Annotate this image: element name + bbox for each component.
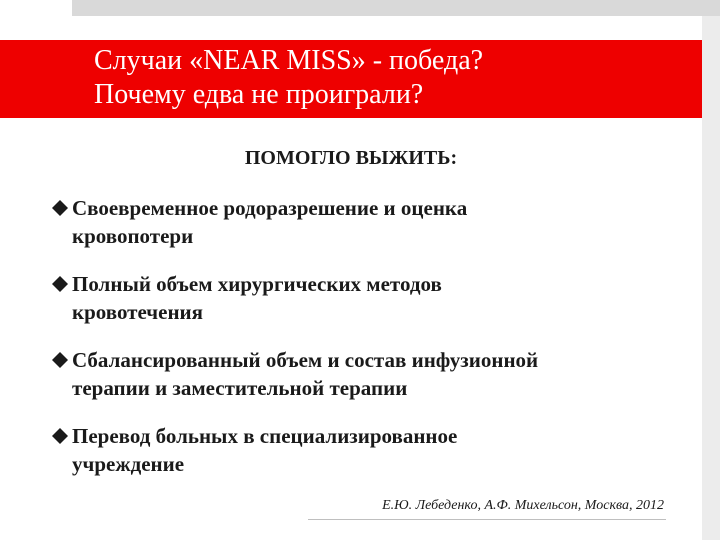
bullet-item: [52, 346, 692, 402]
citation: Е.Ю. Лебеденко, А.Ф. Михельсон, Москва, 2012: [382, 498, 664, 513]
title-line-2: Почему едва не проиграли?: [94, 79, 424, 110]
diamond-bullet-icon: [52, 276, 68, 292]
title-line-1: Случаи «NEAR MISS» - победа?: [94, 45, 484, 76]
bullet-text-line-2: учреждение: [72, 452, 185, 476]
bullet-text-line-2: кровотечения: [72, 300, 204, 324]
bullet-list: [52, 194, 692, 498]
bullet-text-line-1: Сбалансированный объем и состав инфузионной: [72, 348, 539, 372]
slide-title: [94, 44, 694, 112]
diamond-bullet-icon: [52, 428, 68, 444]
diamond-bullet-icon: [52, 200, 68, 216]
subheading: ПОМОГЛО ВЫЖИТЬ:: [244, 147, 458, 169]
bullet-text-line-1: Своевременное родоразрешение и оценка: [72, 196, 468, 220]
bullet-text-line-1: Перевод больных в специализированное: [72, 424, 458, 448]
diamond-bullet-icon: [52, 352, 68, 368]
top-decor-strip: [72, 0, 720, 16]
bullet-item: [52, 270, 692, 326]
bullet-text-line-1: Полный объем хирургических методов: [72, 272, 442, 296]
right-decor-strip: [702, 16, 720, 540]
bullet-text-line-2: терапии и заместительной терапии: [72, 376, 408, 400]
bullet-item: [52, 422, 692, 478]
bullet-item: [52, 194, 692, 250]
bullet-text-line-2: кровопотери: [72, 224, 194, 248]
citation-underline: [308, 519, 666, 520]
